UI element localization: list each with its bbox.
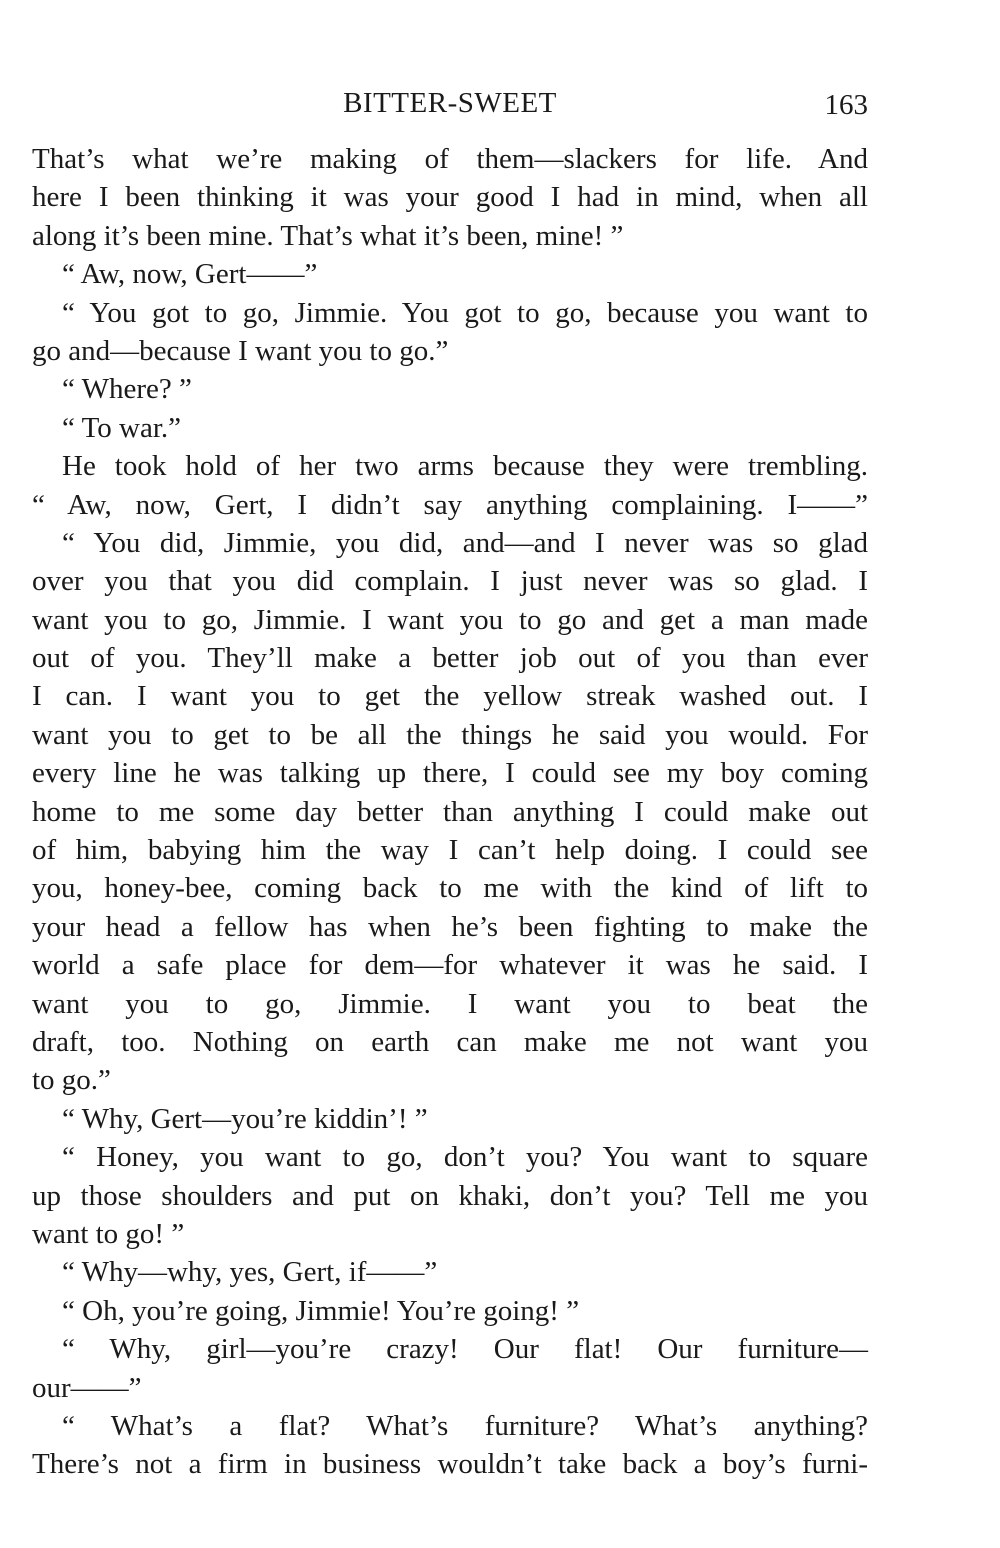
text-line: There’s not a firm in business wouldn’t take back a boy’s furni- (32, 1448, 868, 1481)
text-line: to go.” (32, 1064, 111, 1097)
text-line: over you that you did complain. I just never was so glad. I (32, 565, 868, 598)
text-line: “ To war.” (62, 411, 182, 444)
text-line: of him, babying him the way I can’t help doing. I could see (32, 834, 868, 867)
text-line: out of you. They’ll make a better job out of you than ever (32, 642, 868, 675)
text-line: “ You got to go, Jimmie. You got to go, because you want to (62, 296, 868, 329)
text-line: “ What’s a flat? What’s furniture? What’s anything? (62, 1409, 868, 1442)
text-line: our——” (32, 1371, 142, 1404)
text-line: want you to go, Jimmie. I want you to go and get a man made (32, 603, 868, 636)
text-line: “ Aw, now, Gert——” (62, 258, 318, 291)
text-line: “ Where? ” (62, 373, 192, 406)
page-number: 163 (824, 89, 868, 121)
running-head (32, 84, 868, 124)
text-line: home to me some day better than anything I could make out (32, 795, 868, 828)
text-line: want to go! ” (32, 1217, 185, 1250)
text-line: here I been thinking it was your good I had in mind, when all (32, 181, 868, 214)
text-line: want you to go, Jimmie. I want you to beat the (32, 987, 868, 1020)
text-line: every line he was talking up there, I could see my boy coming (32, 757, 868, 790)
text-line: you, honey-bee, coming back to me with the kind of lift to (32, 872, 868, 905)
text-line: “ You did, Jimmie, you did, and—and I never was so glad (62, 526, 868, 559)
text-line: “ Why, Gert—you’re kiddin’! ” (62, 1102, 428, 1135)
text-line: “ Honey, you want to go, don’t you? You want to square (62, 1141, 868, 1174)
text-line: I can. I want you to get the yellow streak washed out. I (32, 680, 868, 713)
text-line: your head a fellow has when he’s been fighting to make the (32, 910, 868, 943)
text-line: draft, too. Nothing on earth can make me not want you (32, 1025, 868, 1058)
text-line: He took hold of her two arms because they were trembling. (62, 450, 868, 483)
running-title: BITTER-SWEET (343, 87, 557, 119)
text-line: “ Why, girl—you’re crazy! Our flat! Our furniture— (62, 1333, 868, 1366)
text-line: along it’s been mine. That’s what it’s been, mine! ” (32, 219, 624, 252)
text-line: up those shoulders and put on khaki, don’t you? Tell me you (32, 1179, 868, 1212)
text-line: “ Aw, now, Gert, I didn’t say anything complaining. I——” (32, 488, 868, 521)
body-text (32, 140, 868, 1484)
text-line: go and—because I want you to go.” (32, 334, 449, 367)
text-line: “ Why—why, yes, Gert, if——” (62, 1256, 438, 1289)
text-line: world a safe place for dem—for whatever it was he said. I (32, 949, 868, 982)
text-line: want you to get to be all the things he said you would. For (32, 718, 868, 751)
text-line: That’s what we’re making of them—slackers for life. And (32, 143, 868, 175)
text-line: “ Oh, you’re going, Jimmie! You’re going! ” (62, 1294, 580, 1327)
